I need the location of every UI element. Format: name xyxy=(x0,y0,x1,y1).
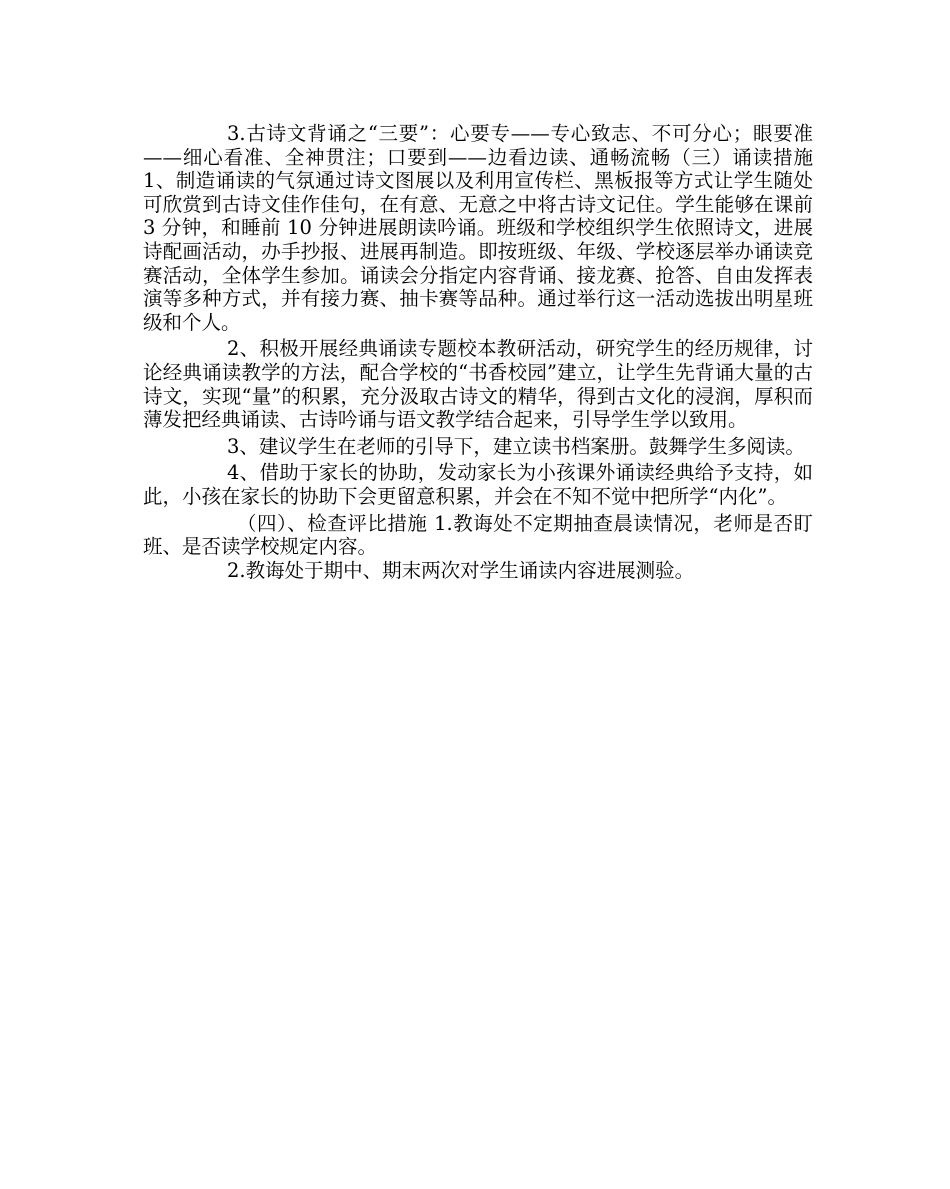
paragraph-reading-archive: 3、建议学生在老师的引导下，建立读书档案册。鼓舞学生多阅读。 xyxy=(227,434,805,458)
paragraph-parent-support: 4、借助于家长的协助，发动家长为小孩课外诵读经典给予支持，如此，小孩在家长的协助下会更留意积累，并会在不知不觉中把所学“内化”。 xyxy=(143,461,813,508)
paragraph-exam-testing: 2.教诲处于期中、期末两次对学生诵读内容进展测验。 xyxy=(227,558,695,582)
paragraph-inspection-measures: （四）、检查评比措施 1.教诲处不定期抽查晨读情况，老师是否盯班、是否读学校规定内容。 xyxy=(143,511,813,559)
paragraph-recitation-measures: 3.古诗文背诵之“三要”：心要专——专心致志、不可分心；眼要准——细心看准、全神贯注；口要到——边看边读、通畅流畅（三）诵读措施 1、制造诵读的气氛通过诗文图展以及利用宣传栏、黑板报等方式让学生随处可欣赏到古诗文佳作佳句，在有意、无意之中将古诗文记住。学生能够在课前 3 分钟，和睡前 10 分钟进展朗读吟诵。班级和学校组织学生依照诗文，进展诗配画活动，办手抄报、进展再制造。即按班级、年级、学校逐层举办诵读竞赛活动，全体学生参加。诵读会分指定内容背诵、接龙赛、抢答、自由发挥表演等多种方式，并有接力赛、抽卡赛等品种。通过举行这一活动选拔出明星班级和个人。 xyxy=(143,122,813,334)
paragraph-teaching-research: 2、积极开展经典诵读专题校本教研活动，研究学生的经历规律，讨论经典诵读教学的方法，配合学校的“书香校园”建立，让学生先背诵大量的古诗文，实现“量”的积累，充分汲取古诗文的精华，得到古文化的浸润，厚积而薄发把经典诵读、古诗吟诵与语文教学结合起来，引导学生学以致用。 xyxy=(143,337,813,432)
document-body xyxy=(143,122,813,582)
